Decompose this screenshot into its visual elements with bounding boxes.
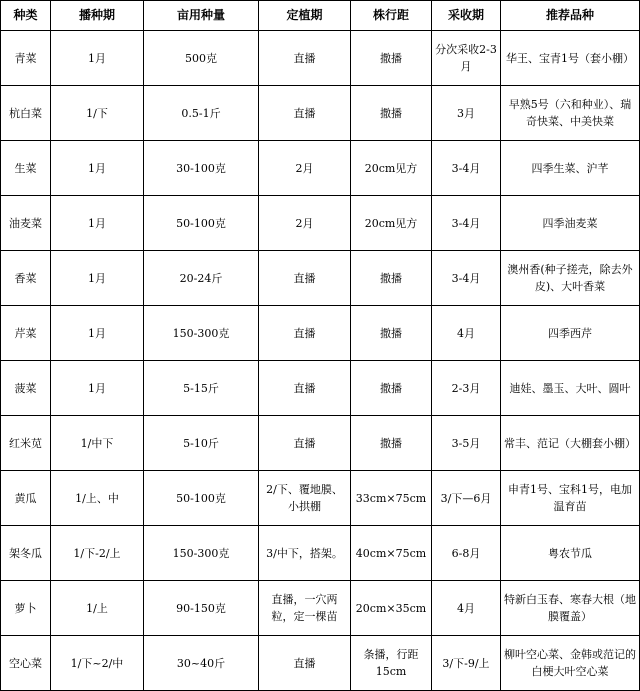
cell-recommended: 早熟5号（六和种业）、瑞奇快菜、中美快菜 bbox=[501, 86, 640, 141]
cell-variety: 油麦菜 bbox=[1, 196, 51, 251]
cell-spacing: 撒播 bbox=[351, 31, 432, 86]
cell-variety: 生菜 bbox=[1, 141, 51, 196]
cell-seed: 0.5-1斤 bbox=[144, 86, 259, 141]
cell-sowing: 1/下~2/中 bbox=[51, 636, 144, 691]
cell-harvest: 3-4月 bbox=[432, 141, 501, 196]
cell-harvest: 2-3月 bbox=[432, 361, 501, 416]
cell-variety: 红米苋 bbox=[1, 416, 51, 471]
cell-harvest: 3-4月 bbox=[432, 196, 501, 251]
table-row bbox=[1, 636, 640, 691]
cell-transplant: 2月 bbox=[259, 141, 351, 196]
cell-spacing: 20cm×35cm bbox=[351, 581, 432, 636]
cell-spacing: 撒播 bbox=[351, 361, 432, 416]
cell-spacing: 20cm见方 bbox=[351, 196, 432, 251]
table-row bbox=[1, 306, 640, 361]
cell-harvest: 4月 bbox=[432, 581, 501, 636]
cell-seed: 50-100克 bbox=[144, 196, 259, 251]
table-row bbox=[1, 581, 640, 636]
cell-harvest: 3月 bbox=[432, 86, 501, 141]
cell-spacing: 撒播 bbox=[351, 306, 432, 361]
header-variety: 种类 bbox=[1, 1, 51, 31]
cell-spacing: 40cm×75cm bbox=[351, 526, 432, 581]
cell-sowing: 1/中下 bbox=[51, 416, 144, 471]
cell-transplant: 直播 bbox=[259, 251, 351, 306]
cell-recommended: 四季西芹 bbox=[501, 306, 640, 361]
cell-harvest: 3-4月 bbox=[432, 251, 501, 306]
cell-recommended: 特新白玉春、寒春大根（地膜覆盖） bbox=[501, 581, 640, 636]
cell-recommended: 常丰、范记（大棚套小棚） bbox=[501, 416, 640, 471]
cell-transplant: 直播 bbox=[259, 31, 351, 86]
cell-sowing: 1月 bbox=[51, 361, 144, 416]
cell-transplant: 2/下、覆地膜、小拱棚 bbox=[259, 471, 351, 526]
cell-spacing: 条播，行距15cm bbox=[351, 636, 432, 691]
cell-harvest: 3/下-9/上 bbox=[432, 636, 501, 691]
table-row bbox=[1, 526, 640, 581]
cell-transplant: 2月 bbox=[259, 196, 351, 251]
cell-spacing: 撒播 bbox=[351, 416, 432, 471]
cell-transplant: 3/中下，搭架。 bbox=[259, 526, 351, 581]
table-row bbox=[1, 471, 640, 526]
cell-harvest: 分次采收2-3月 bbox=[432, 31, 501, 86]
table-row bbox=[1, 86, 640, 141]
cell-sowing: 1/下 bbox=[51, 86, 144, 141]
cell-seed: 150-300克 bbox=[144, 306, 259, 361]
cell-sowing: 1月 bbox=[51, 31, 144, 86]
cell-transplant: 直播 bbox=[259, 361, 351, 416]
cell-transplant: 直播 bbox=[259, 306, 351, 361]
table-row bbox=[1, 251, 640, 306]
cell-sowing: 1/上、中 bbox=[51, 471, 144, 526]
cell-sowing: 1月 bbox=[51, 251, 144, 306]
cell-sowing: 1月 bbox=[51, 141, 144, 196]
cell-variety: 香菜 bbox=[1, 251, 51, 306]
table-row bbox=[1, 31, 640, 86]
cell-variety: 杭白菜 bbox=[1, 86, 51, 141]
cell-transplant: 直播 bbox=[259, 86, 351, 141]
cell-sowing: 1/下-2/上 bbox=[51, 526, 144, 581]
cell-variety: 萝卜 bbox=[1, 581, 51, 636]
cell-recommended: 申青1号、宝科1号，电加温育苗 bbox=[501, 471, 640, 526]
cell-harvest: 6-8月 bbox=[432, 526, 501, 581]
cell-variety: 黄瓜 bbox=[1, 471, 51, 526]
cell-harvest: 3-5月 bbox=[432, 416, 501, 471]
cell-recommended: 迪娃、墨玉、大叶、圆叶 bbox=[501, 361, 640, 416]
cell-recommended: 柳叶空心菜、金韩或范记的白梗大叶空心菜 bbox=[501, 636, 640, 691]
table-row bbox=[1, 196, 640, 251]
cell-spacing: 撒播 bbox=[351, 86, 432, 141]
table-row bbox=[1, 141, 640, 196]
cell-seed: 30-100克 bbox=[144, 141, 259, 196]
cell-variety: 空心菜 bbox=[1, 636, 51, 691]
cell-transplant: 直播 bbox=[259, 416, 351, 471]
header-seed-per-mu: 亩用种量 bbox=[144, 1, 259, 31]
cell-variety: 芹菜 bbox=[1, 306, 51, 361]
cell-transplant: 直播，一穴两粒，定一棵苗 bbox=[259, 581, 351, 636]
cell-seed: 20-24斤 bbox=[144, 251, 259, 306]
cell-sowing: 1/上 bbox=[51, 581, 144, 636]
cell-variety: 菠菜 bbox=[1, 361, 51, 416]
cell-variety: 架冬瓜 bbox=[1, 526, 51, 581]
header-spacing: 株行距 bbox=[351, 1, 432, 31]
cell-harvest: 4月 bbox=[432, 306, 501, 361]
cell-seed: 30~40斤 bbox=[144, 636, 259, 691]
header-recommended-varieties: 推荐品种 bbox=[501, 1, 640, 31]
cell-recommended: 澳州香(种子搓壳，除去外皮)、大叶香菜 bbox=[501, 251, 640, 306]
cell-recommended: 四季油麦菜 bbox=[501, 196, 640, 251]
cell-seed: 500克 bbox=[144, 31, 259, 86]
cell-recommended: 粤农节瓜 bbox=[501, 526, 640, 581]
cell-recommended: 四季生菜、沪芊 bbox=[501, 141, 640, 196]
cell-spacing: 20cm见方 bbox=[351, 141, 432, 196]
header-transplant-period: 定植期 bbox=[259, 1, 351, 31]
cell-spacing: 撒播 bbox=[351, 251, 432, 306]
cell-sowing: 1月 bbox=[51, 306, 144, 361]
table-row bbox=[1, 416, 640, 471]
header-sowing-period: 播种期 bbox=[51, 1, 144, 31]
header-harvest-period: 采收期 bbox=[432, 1, 501, 31]
cell-seed: 5-10斤 bbox=[144, 416, 259, 471]
cell-recommended: 华王、宝青1号（套小棚） bbox=[501, 31, 640, 86]
cell-seed: 90-150克 bbox=[144, 581, 259, 636]
cell-sowing: 1月 bbox=[51, 196, 144, 251]
cell-seed: 5-15斤 bbox=[144, 361, 259, 416]
cell-spacing: 33cm×75cm bbox=[351, 471, 432, 526]
cell-seed: 50-100克 bbox=[144, 471, 259, 526]
cell-seed: 150-300克 bbox=[144, 526, 259, 581]
cell-variety: 青菜 bbox=[1, 31, 51, 86]
header-row bbox=[1, 1, 640, 31]
table-row bbox=[1, 361, 640, 416]
cell-harvest: 3/下—6月 bbox=[432, 471, 501, 526]
cell-transplant: 直播 bbox=[259, 636, 351, 691]
